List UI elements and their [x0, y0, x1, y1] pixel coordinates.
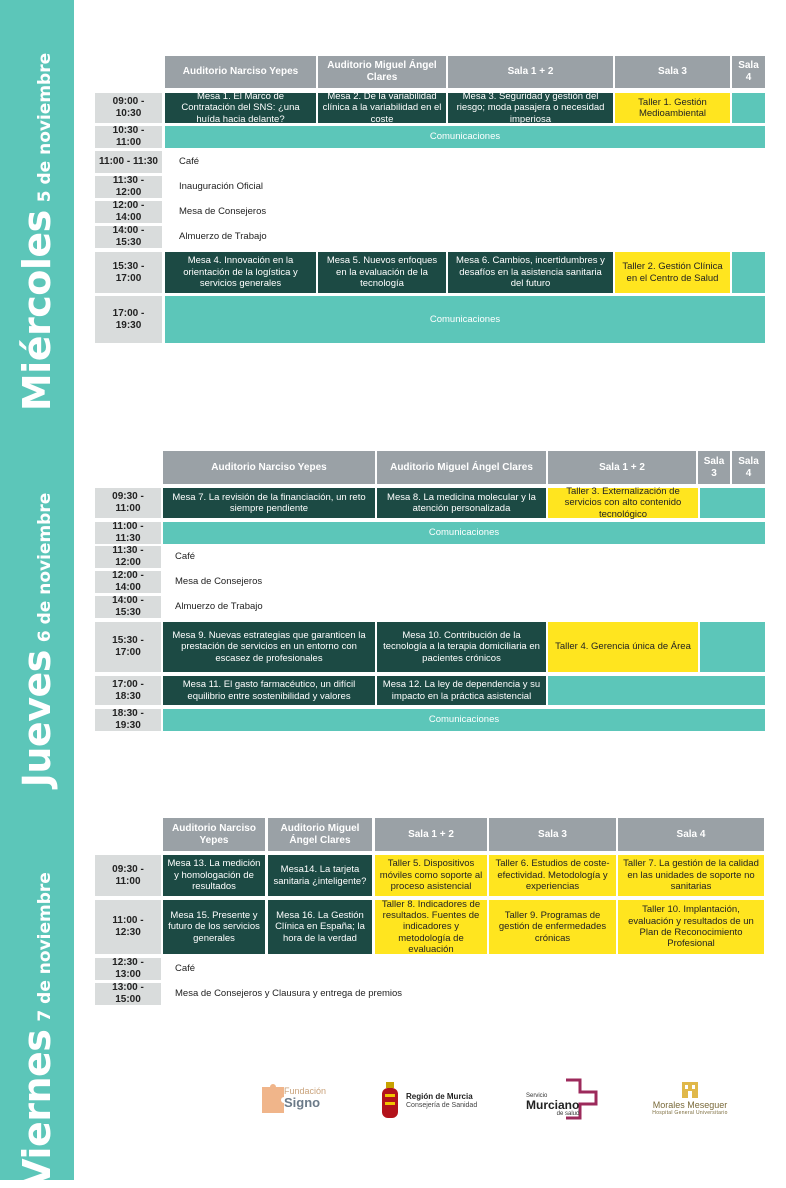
empty-slot: [732, 252, 765, 293]
session-mesa-16: Mesa 16. La Gestión Clínica en España; la hora de la verdad: [268, 900, 372, 954]
time-slot: 15:30 - 17:00: [95, 252, 162, 293]
time-slot: 12:00 - 14:00: [95, 201, 162, 223]
session-mesa-11: Mesa 11. El gasto farmacéutico, un difícil equilibrio entre sostenibilidad y valores: [163, 676, 375, 705]
day-name: Viernes: [15, 1029, 59, 1188]
session-taller-7: Taller 7. La gestión de la calidad en las unidades de soporte no sanitarias: [618, 855, 764, 896]
time-slot: 10:30 - 11:00: [95, 126, 162, 148]
time-slot: 14:00 - 15:30: [95, 596, 161, 618]
logo-text: Consejería de Sanidad: [406, 1101, 478, 1109]
session-clausura: Mesa de Consejeros y Clausura y entrega de premios: [175, 988, 403, 1000]
logo-text: Murciano: [526, 1098, 580, 1112]
time-slot: 11:30 - 12:00: [95, 176, 162, 198]
building-icon: [681, 1080, 699, 1098]
header-sala-4: Sala 4: [618, 818, 764, 851]
session-taller-5: Taller 5. Dispositivos móviles como soporte al proceso asistencial: [375, 855, 487, 896]
empty-slot: [700, 488, 765, 518]
time-slot: 13:00 - 15:00: [95, 983, 161, 1005]
session-mesa-9: Mesa 9. Nuevas estrategias que garanticen la prestación de servicios en un entorno con escasez de profesionales: [163, 622, 375, 672]
header-auditorio-narciso-yepes: Auditorio Narciso Yepes: [163, 451, 375, 484]
time-slot: 17:00 - 18:30: [95, 676, 161, 705]
session-mesa-consejeros: Mesa de Consejeros: [179, 206, 267, 218]
session-taller-1: Taller 1. Gestión Medioambiental: [615, 93, 730, 123]
day-date: 6 de noviembre: [35, 492, 55, 643]
session-mesa-2: Mesa 2. De la variabilidad clínica a la variabilidad en el coste: [318, 93, 446, 123]
day-name: Miércoles: [15, 210, 59, 412]
session-taller-9: Taller 9. Programas de gestión de enfermedades crónicas: [489, 900, 616, 954]
time-slot: 18:30 - 19:30: [95, 709, 161, 731]
session-taller-4: Taller 4. Gerencia única de Área: [548, 622, 698, 672]
day-name: Jueves: [15, 650, 59, 788]
day-label-thursday: [15, 493, 59, 788]
header-auditorio-narciso-yepes: Auditorio Narciso Yepes: [163, 818, 265, 851]
logo-text: Morales Meseguer: [652, 1100, 728, 1110]
time-slot: 09:30 - 11:00: [95, 488, 161, 518]
session-mesa-3: Mesa 3. Seguridad y gestión del riesgo; moda pasajera o necesidad imperiosa: [448, 93, 613, 123]
header-auditorio-narciso-yepes: Auditorio Narciso Yepes: [165, 56, 316, 88]
day-label-wednesday: [15, 53, 59, 411]
fundacion-signo-logo: [258, 1078, 348, 1118]
time-slot: 11:30 - 12:00: [95, 546, 161, 568]
time-slot: 12:00 - 14:00: [95, 571, 161, 593]
logo-text: Región de Murcia: [406, 1091, 473, 1101]
session-mesa-consejeros: Mesa de Consejeros: [175, 576, 263, 588]
servicio-murciano-salud-logo: [526, 1076, 602, 1126]
session-cafe: Café: [175, 551, 196, 563]
time-slot: 09:00 - 10:30: [95, 93, 162, 123]
day-date: 5 de noviembre: [35, 52, 55, 203]
time-slot: 17:00 - 19:30: [95, 296, 162, 343]
session-mesa-5: Mesa 5. Nuevos enfoques en la evaluación de la tecnología: [318, 252, 446, 293]
logo-text: de salud: [556, 1111, 580, 1117]
empty-slot: [548, 676, 765, 705]
session-taller-8: Taller 8. Indicadores de resultados. Fuentes de indicadores y metodología de evaluación: [375, 900, 487, 954]
header-auditorio-miguel-angel-clares: Auditorio Miguel Ángel Clares: [318, 56, 446, 88]
session-taller-3: Taller 3. Externalización de servicios con alto contenido tecnológico: [548, 488, 698, 518]
session-comunicaciones: Comunicaciones: [163, 709, 765, 731]
header-sala-1-2: Sala 1 + 2: [448, 56, 613, 88]
session-taller-2: Taller 2. Gestión Clínica en el Centro de Salud: [615, 252, 730, 293]
header-sala-4: Sala 4: [732, 451, 765, 484]
session-mesa-1: Mesa 1. El Marco de Contratación del SNS: ¿una huída hacia delante?: [165, 93, 316, 123]
session-cafe: Café: [175, 963, 196, 975]
region-murcia-logo: [380, 1080, 490, 1122]
logo-text: Fundación: [284, 1086, 327, 1096]
session-inauguracion: Inauguración Oficial: [179, 181, 263, 193]
session-mesa-8: Mesa 8. La medicina molecular y la atención personalizada: [377, 488, 546, 518]
session-mesa-4: Mesa 4. Innovación en la orientación de la logística y servicios generales: [165, 252, 316, 293]
day-label-friday: [15, 872, 59, 1188]
session-mesa-14: Mesa14. La tarjeta sanitaria ¿inteligente?: [268, 855, 372, 896]
session-taller-6: Taller 6. Estudios de coste-efectividad. Metodología y experiencias: [489, 855, 616, 896]
session-mesa-15: Mesa 15. Presente y futuro de los servicios generales: [163, 900, 265, 954]
day-date: 7 de noviembre: [35, 872, 55, 1022]
time-slot: 11:00 - 11:30: [95, 151, 162, 173]
header-sala-3: Sala 3: [698, 451, 730, 484]
session-almuerzo: Almuerzo de Trabajo: [179, 231, 267, 243]
header-auditorio-miguel-angel-clares: Auditorio Miguel Ángel Clares: [377, 451, 546, 484]
header-sala-3: Sala 3: [615, 56, 730, 88]
header-sala-1-2: Sala 1 + 2: [548, 451, 696, 484]
coat-of-arms-icon: [380, 1082, 400, 1120]
time-slot: 15:30 - 17:00: [95, 622, 161, 672]
empty-slot: [732, 93, 765, 123]
logo-text: Hospital General Universitario: [652, 1110, 728, 1116]
session-cafe: Café: [179, 156, 200, 168]
session-mesa-10: Mesa 10. Contribución de la tecnología a la terapia domiciliaria en pacientes crónicos: [377, 622, 546, 672]
session-mesa-7: Mesa 7. La revisión de la financiación, un reto siempre pendiente: [163, 488, 375, 518]
logo-text: Servicio: [526, 1093, 548, 1099]
morales-meseguer-logo: [644, 1080, 736, 1124]
header-sala-3: Sala 3: [489, 818, 616, 851]
time-slot: 11:00 - 11:30: [95, 522, 161, 544]
session-mesa-6: Mesa 6. Cambios, incertidumbres y desafíos en la asistencia sanitaria del futuro: [448, 252, 613, 293]
header-sala-1-2: Sala 1 + 2: [375, 818, 487, 851]
session-taller-10: Taller 10. Implantación, evaluación y resultados de un Plan de Reconocimiento Profesional: [618, 900, 764, 954]
session-mesa-13: Mesa 13. La medición y homologación de resultados: [163, 855, 265, 896]
time-slot: 09:30 - 11:00: [95, 855, 161, 896]
session-mesa-12: Mesa 12. La ley de dependencia y su impacto en la práctica asistencial: [377, 676, 546, 705]
logo-text: Signo: [284, 1095, 321, 1110]
session-almuerzo: Almuerzo de Trabajo: [175, 601, 263, 613]
time-slot: 14:00 - 15:30: [95, 226, 162, 248]
empty-slot: [700, 622, 765, 672]
header-sala-4: Sala 4: [732, 56, 765, 88]
session-comunicaciones: Comunicaciones: [163, 522, 765, 544]
session-comunicaciones: Comunicaciones: [165, 126, 765, 148]
session-comunicaciones: Comunicaciones: [165, 296, 765, 343]
time-slot: 11:00 - 12:30: [95, 900, 161, 954]
header-auditorio-miguel-angel-clares: Auditorio Miguel Ángel Clares: [268, 818, 372, 851]
time-slot: 12:30 - 13:00: [95, 958, 161, 980]
